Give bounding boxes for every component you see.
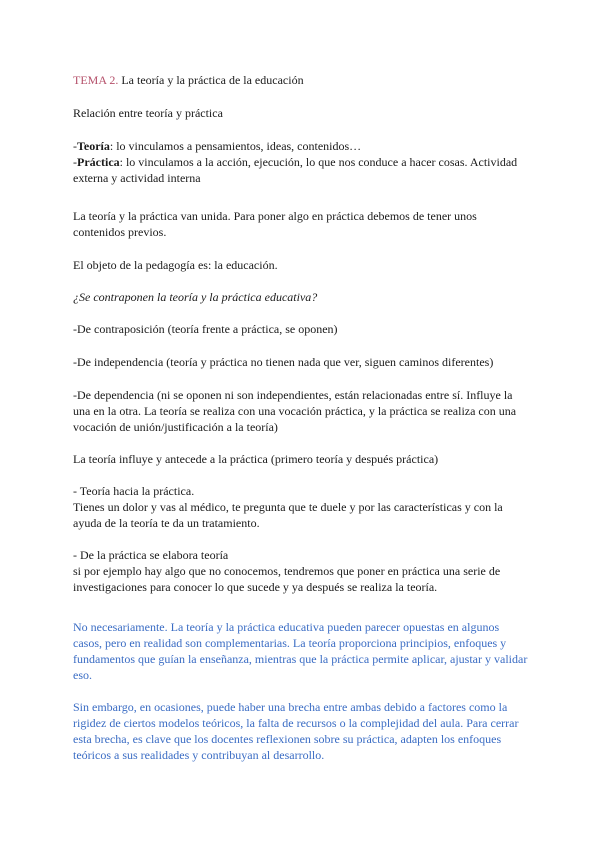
definition-practica-text: : lo vinculamos a la acción, ejecución, lo que nos conduce a hacer cosas. Actividad externa y actividad interna [73, 155, 518, 185]
paragraph-influye: La teoría influye y antecede a la práctica (primero teoría y después práctica) [73, 452, 439, 466]
item-independencia: -De independencia (teoría y práctica no tienen nada que ver, siguen caminos diferentes) [73, 355, 494, 369]
definition-practica: -Práctica: lo vinculamos a la acción, ejecución, lo que nos conduce a hacer cosas. Actividad externa y actividad interna [73, 155, 518, 185]
paragraph-objeto: El objeto de la pedagogía es: la educación. [73, 258, 278, 272]
page-title [73, 72, 528, 88]
term-teoria: Teoría [77, 139, 110, 153]
elabora-heading: - De la práctica se elabora teoría [73, 548, 229, 562]
item-contraposicion: -De contraposición (teoría frente a práctica, se oponen) [73, 322, 338, 336]
hacia-text: Tienes un dolor y vas al médico, te pregunta que te duele y por las características y con la ayuda de la teoría te da un tratamiento. [73, 500, 503, 530]
section-subtitle: Relación entre teoría y práctica [73, 106, 223, 120]
definition-teoria-text: : lo vinculamos a pensamientos, ideas, contenidos… [109, 139, 362, 153]
document-page [73, 72, 528, 763]
title-prefix: TEMA 2. [73, 73, 119, 87]
hacia-heading: - Teoría hacia la práctica. [73, 484, 195, 498]
question-text: ¿Se contraponen la teoría y la práctica educativa? [73, 290, 318, 304]
answer-paragraph-1: No necesariamente. La teoría y la práctica educativa pueden parecer opuestas en algunos casos, pero en realidad son complementarias. La teoría proporciona principios, enfoques y fundamentos que guían la enseñanza, mientras que la práctica permite aplicar, ajustar y validar eso. [73, 620, 528, 682]
title-text: La teoría y la práctica de la educación [118, 73, 304, 87]
elabora-text: si por ejemplo hay algo que no conocemos, tendremos que poner en práctica una serie de investigaciones para conocer lo que sucede y ya después se realiza la teoría. [73, 564, 501, 594]
paragraph-unida: La teoría y la práctica van unida. Para poner algo en práctica debemos de tener unos contenidos previos. [73, 209, 477, 239]
question-heading [73, 289, 528, 305]
definition-teoria: -Teoría: lo vinculamos a pensamientos, ideas, contenidos… [73, 139, 362, 153]
item-dependencia: -De dependencia (ni se oponen ni son independientes, están relacionadas entre sí. Influye la una en la otra. La teoría se realiza con una vocación práctica, y la práctica se realiza con una vocación de unión/justificación a la teoría) [73, 388, 517, 434]
answer-paragraph-2: Sin embargo, en ocasiones, puede haber una brecha entre ambas debido a factores como la rigidez de ciertos modelos teóricos, la falta de recursos o la complejidad del aula. Para cerrar esta brecha, es clave que los docentes reflexionen sobre su práctica, adapten los enfoques teóricos a sus realidades y contribuyan al desarrollo. [73, 700, 519, 762]
term-practica: Práctica [77, 155, 120, 169]
